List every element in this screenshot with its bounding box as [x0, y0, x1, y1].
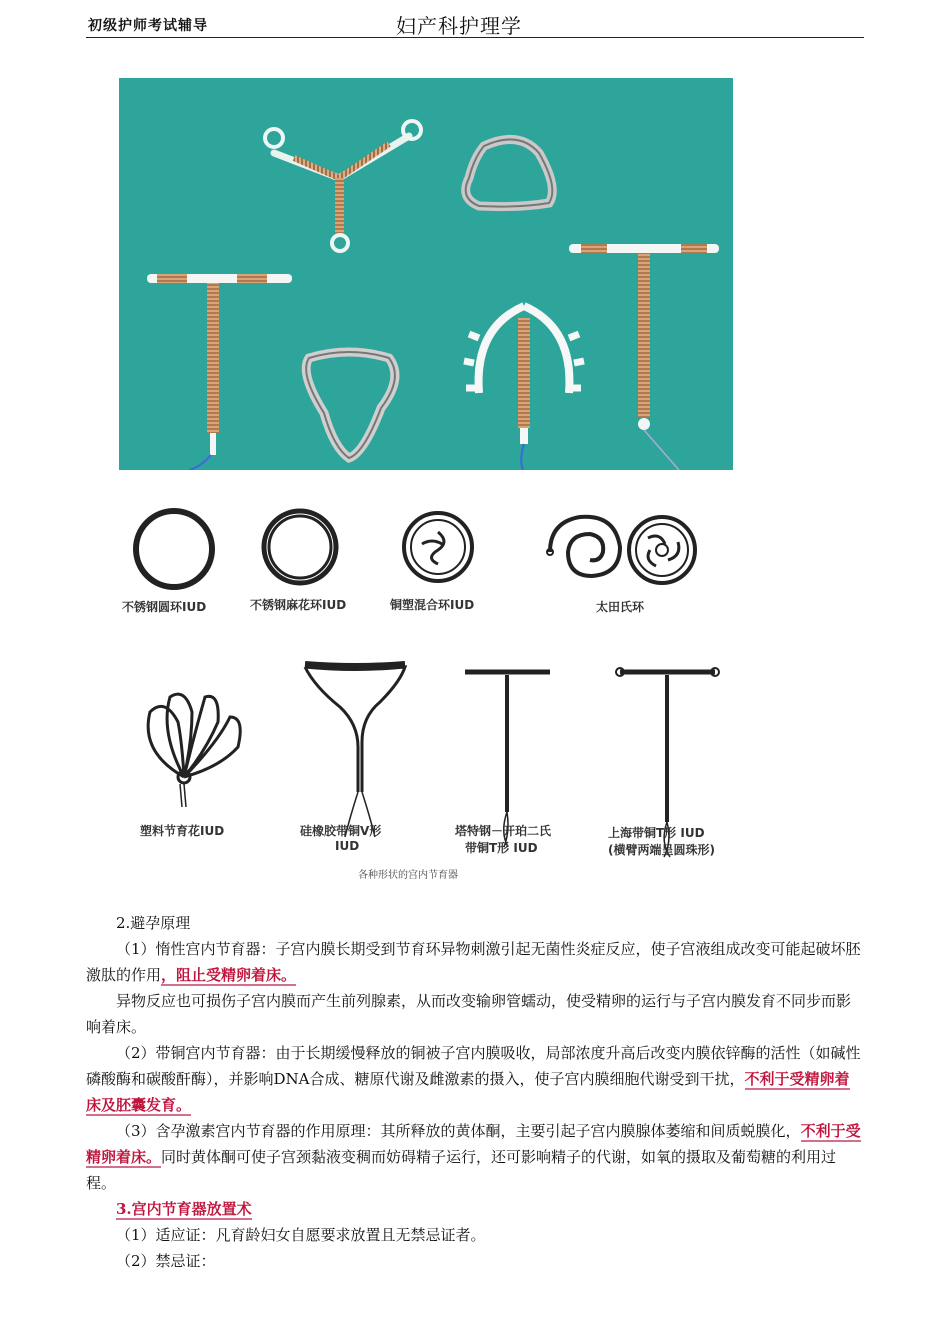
inert-iud-text: （1）惰性宫内节育器：子宫内膜长期受到节育环异物刺激引起无菌性炎症反应，使子宫液组成改变可能起破坏胚激肽的作用 [86, 940, 861, 984]
paragraph-contraindications [86, 1248, 864, 1274]
progesterone-iud-highlight: 不利于受精卵着床。 [86, 1122, 861, 1166]
section-3-title [86, 1196, 864, 1222]
label-copper-plastic-ring: 铜塑混合环IUD [390, 598, 475, 612]
label-tatum-t-1: 塔特钢－开珀二氏 [455, 824, 552, 838]
label-v-shaped-iud-2: IUD [335, 839, 360, 853]
section-2-title [86, 910, 864, 936]
label-stainless-steel-ring: 不锈钢圆环IUD [122, 600, 207, 614]
copper-iud-text: （2）带铜宫内节育器：由于长期缓慢释放的铜被子宫内膜吸收，局部浓度升高后改变内膜依锌酶的活性（如碱性磷酸酶和碳酸酐酶），并影响DNA合成、糖原代谢及雌激素的摄入，使子宫内膜细胞代谢受到干扰， [86, 1044, 861, 1088]
label-plastic-flower-iud: 塑料节育花IUD [140, 824, 225, 838]
inert-iud-highlight: ，阻止受精卵着床。 [161, 966, 297, 984]
paragraph-progesterone-iud [86, 1118, 864, 1196]
label-ota-ring: 太田氏环 [596, 600, 645, 614]
label-v-shaped-iud-1: 硅橡胶带铜V形 [300, 824, 382, 838]
contraindications-text: （2）禁忌证： [116, 1252, 216, 1270]
paragraph-inert-iud [86, 936, 864, 988]
label-tatum-t-2: 带铜T形 IUD [465, 841, 538, 855]
figure-caption: 各种形状的宫内节育器 [358, 870, 458, 881]
paragraph-copper-iud [86, 1040, 864, 1118]
progesterone-iud-text-2: 同时黄体酮可使子宫颈黏液变稠而妨碍精子运行，还可影响精子的代谢，如氧的摄取及葡萄糖的利用过程。 [86, 1148, 837, 1192]
copper-iud-highlight: 不利于受精卵着床及胚囊发育。 [86, 1070, 850, 1114]
label-shanghai-t-1: 上海带铜T形 IUD [608, 826, 705, 840]
paragraph-indications [86, 1222, 864, 1248]
progesterone-iud-text: （3）含孕激素宫内节育器的作用原理：其所释放的黄体酮，主要引起子宫内膜腺体萎缩和间质蜕膜化， [116, 1122, 801, 1140]
section-2-heading: 2.避孕原理 [116, 914, 191, 932]
section-3-heading: 3.宫内节育器放置术 [116, 1200, 252, 1218]
header-subject-title: 妇产科护理学 [396, 14, 522, 38]
page-header [86, 8, 864, 38]
header-course-title: 初级护师考试辅导 [88, 18, 208, 34]
paragraph-foreign-body [86, 988, 864, 1040]
iud-photo [119, 78, 733, 470]
foreign-body-text: 异物反应也可损伤子宫内膜而产生前列腺素，从而改变输卵管蠕动，使受精卵的运行与子宫内膜发育不同步而影响着床。 [86, 992, 852, 1036]
label-shanghai-t-2: (横臂两端呈圆珠形) [608, 843, 715, 857]
iud-diagram [100, 492, 780, 892]
label-twisted-ring: 不锈钢麻花环IUD [250, 598, 347, 612]
iud-photo-illustration [119, 78, 733, 470]
indications-text: （1）适应证：凡育龄妇女自愿要求放置且无禁忌证者。 [116, 1226, 486, 1244]
